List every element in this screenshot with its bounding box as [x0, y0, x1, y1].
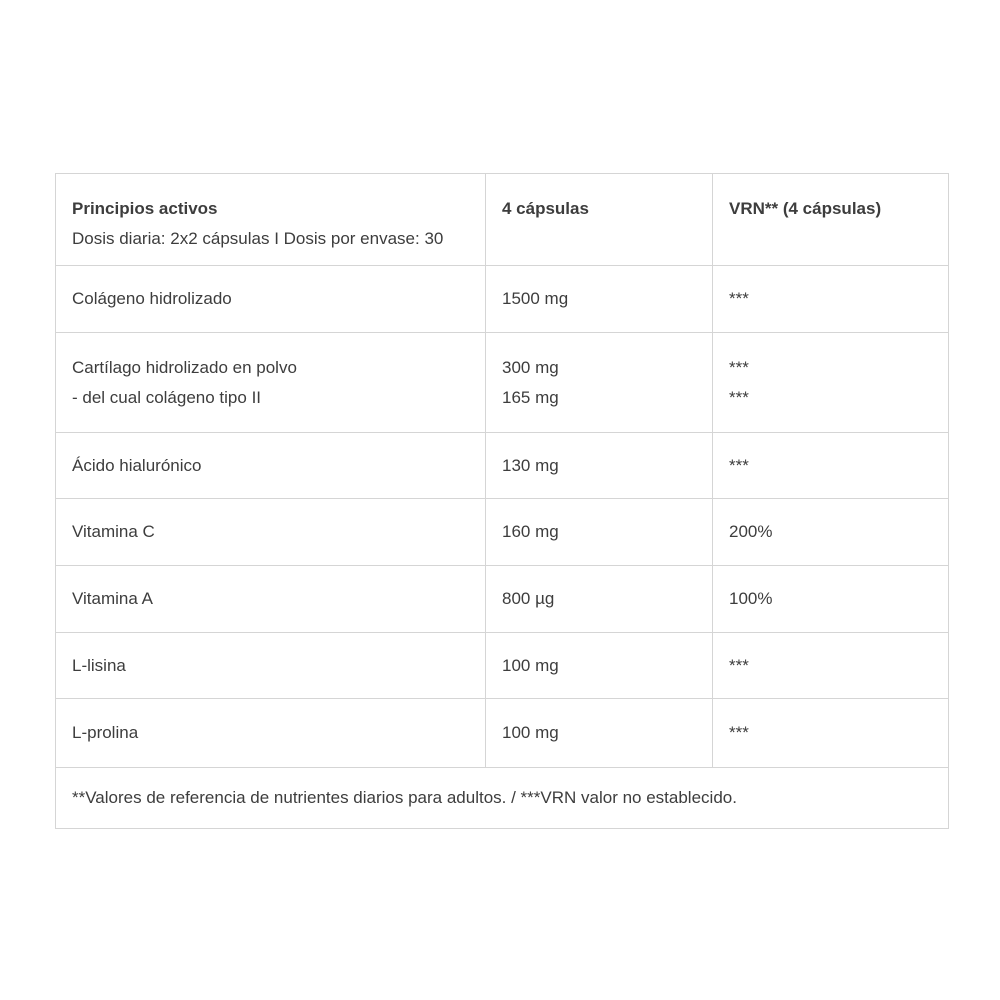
- vrn-cell: [713, 266, 949, 333]
- ingredient-name: Ácido hialurónico: [72, 455, 202, 475]
- header-amount-title: 4 cápsulas: [502, 199, 589, 218]
- ingredient-name: Colágeno hidrolizado: [72, 289, 232, 308]
- vrn-value: ***: [729, 455, 749, 475]
- table-row-cartilago: [56, 333, 949, 433]
- table-row-l-prolina: [56, 699, 949, 768]
- header-active-ingredients-title: Principios activos: [72, 199, 218, 218]
- amount-value: 1500 mg: [502, 289, 569, 308]
- table-row-vitamina-a: [56, 566, 949, 633]
- amount-value: 130 mg: [502, 455, 559, 475]
- vrn-cell: [713, 633, 949, 699]
- vrn-cell: [713, 499, 949, 566]
- ingredient-name: L-lisina: [72, 655, 126, 675]
- vrn-cell: [713, 566, 949, 633]
- ingredient-name-cell: [56, 566, 486, 633]
- amount-cell: [486, 333, 713, 433]
- vrn-subvalue: ***: [729, 387, 749, 407]
- ingredient-name-cell: [56, 433, 486, 499]
- table-row-vitamina-c: [56, 499, 949, 566]
- amount-value: 100 mg: [502, 723, 559, 742]
- amount-value: 160 mg: [502, 522, 559, 541]
- ingredient-name: Cartílago hidrolizado en polvo: [72, 357, 297, 377]
- footnote-text: **Valores de referencia de nutrientes diarios para adultos. / ***VRN valor no establecido.: [72, 788, 737, 807]
- vrn-cell: [713, 699, 949, 768]
- vrn-value: ***: [729, 723, 749, 742]
- ingredient-name: Vitamina C: [72, 522, 155, 541]
- amount-value: 300 mg: [502, 357, 559, 377]
- amount-cell: [486, 566, 713, 633]
- ingredient-name-cell: [56, 333, 486, 433]
- ingredient-name-cell: [56, 699, 486, 768]
- ingredient-name-cell: [56, 266, 486, 333]
- amount-value: 800 µg: [502, 589, 555, 608]
- header-cell-amount: [486, 174, 713, 266]
- header-vrn-title: VRN** (4 cápsulas): [729, 199, 882, 218]
- ingredient-name-cell: [56, 499, 486, 566]
- header-cell-active-ingredients: [56, 174, 486, 266]
- vrn-value: ***: [729, 357, 749, 377]
- ingredient-name: L-prolina: [72, 723, 139, 742]
- vrn-value: 200%: [729, 522, 773, 541]
- amount-cell: [486, 699, 713, 768]
- nutrition-facts-table: [55, 173, 949, 829]
- table-row-acido-hialuronico: [56, 433, 949, 499]
- ingredient-subname: - del cual colágeno tipo II: [72, 387, 262, 407]
- table-row-colageno: [56, 266, 949, 333]
- vrn-value: ***: [729, 289, 749, 308]
- table-header-row: [56, 174, 949, 266]
- header-dose-subtitle: Dosis diaria: 2x2 cápsulas I Dosis por envase: 30: [72, 229, 444, 248]
- amount-cell: [486, 633, 713, 699]
- table-footnote-row: [56, 768, 949, 829]
- ingredient-name-cell: [56, 633, 486, 699]
- table-row-l-lisina: [56, 633, 949, 699]
- footnote-cell: [56, 768, 949, 829]
- ingredient-name: Vitamina A: [72, 589, 153, 608]
- amount-cell: [486, 499, 713, 566]
- vrn-value: 100%: [729, 589, 773, 608]
- vrn-value: ***: [729, 655, 749, 675]
- amount-value: 100 mg: [502, 655, 559, 675]
- amount-subvalue: 165 mg: [502, 387, 559, 407]
- vrn-cell: [713, 333, 949, 433]
- amount-cell: [486, 266, 713, 333]
- vrn-cell: [713, 433, 949, 499]
- header-cell-vrn: [713, 174, 949, 266]
- amount-cell: [486, 433, 713, 499]
